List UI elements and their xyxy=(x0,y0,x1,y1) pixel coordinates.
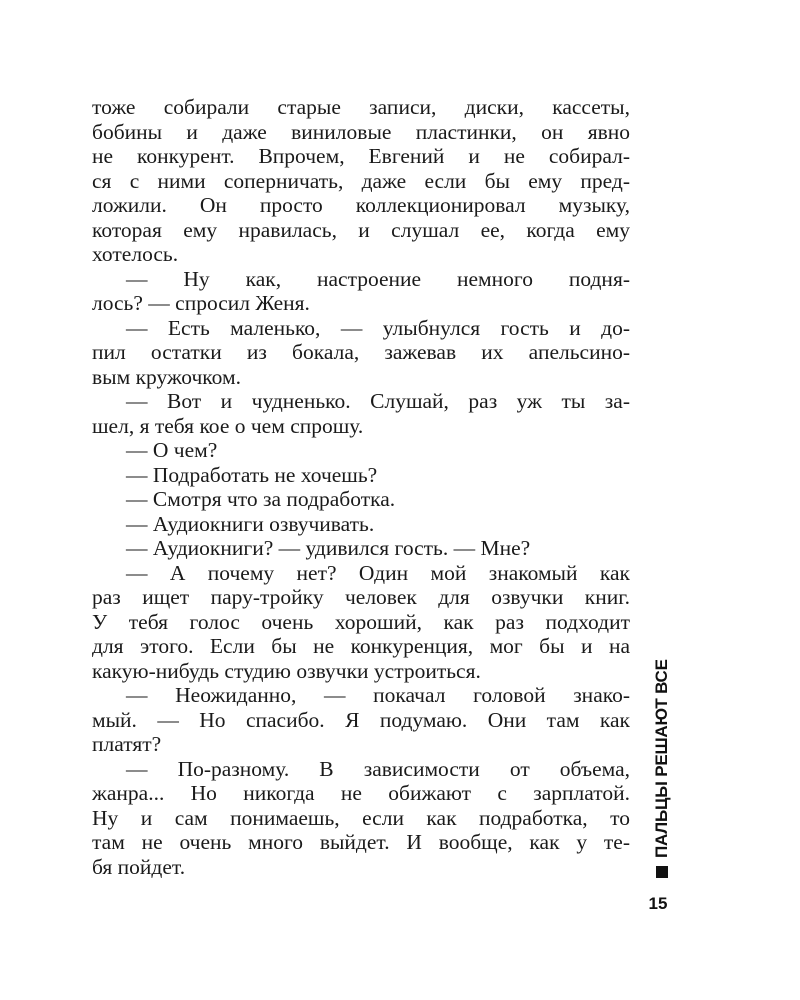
text-line: ложили. Он просто коллекционировал музыку, xyxy=(92,193,630,217)
text-line: — Неожиданно, — покачал головой знако- xyxy=(126,683,630,707)
text-line: бобины и даже виниловые пластинки, он явно xyxy=(92,119,630,144)
text-line: — О чем? xyxy=(126,438,218,462)
body-text xyxy=(92,95,630,879)
text-line: — Есть маленько, — улыбнулся гость и до- xyxy=(126,315,630,340)
text-line: Ну и сам понимаешь, если как подработка, то xyxy=(92,805,630,830)
square-bullet-icon xyxy=(656,866,668,878)
text-line: шел, я тебя кое о чем спрошу. xyxy=(92,413,364,438)
running-title-text: ПАЛЬЦЫ РЕШАЮТ ВСЕ xyxy=(652,659,671,858)
text-line: пил остатки из бокала, зажевав их апельсино- xyxy=(92,340,630,364)
running-title xyxy=(646,638,678,878)
text-line: — Смотря что за подработка. xyxy=(126,487,396,511)
text-line: не конкурент. Впрочем, Евгений и не собирал- xyxy=(92,144,630,168)
text-line: там не очень много выйдет. И вообще, как у те- xyxy=(92,830,630,854)
text-line: раз ищет пару-тройку человек для озвучки книг. xyxy=(92,585,630,609)
text-line: — Ну как, настроение немного подня- xyxy=(126,266,630,291)
text-line: какую-нибудь студию озвучки устроиться. xyxy=(92,658,481,683)
text-line: которая ему нравилась, и слушал ее, когда ему xyxy=(92,217,630,242)
text-line: для этого. Если бы не конкуренция, мог бы и на xyxy=(92,634,630,658)
text-line: — Аудиокниги озвучивать. xyxy=(126,511,375,536)
text-line: бя пойдет. xyxy=(92,854,186,879)
text-line: хотелось. xyxy=(92,242,179,266)
text-line: У тебя голос очень хороший, как раз подходит xyxy=(92,609,630,634)
text-line: платят? xyxy=(92,732,162,756)
text-line: — Подработать не хочешь? xyxy=(126,462,378,487)
text-line: — А почему нет? Один мой знакомый как xyxy=(126,560,630,585)
text-line: — По-разному. В зависимости от объема, xyxy=(126,756,630,781)
text-line: вым кружочком. xyxy=(92,364,241,389)
text-line: лось? — спросил Женя. xyxy=(92,291,310,315)
text-line: — Аудиокниги? — удивился гость. — Мне? xyxy=(126,536,531,560)
text-line: ся с ними соперничать, даже если бы ему пред- xyxy=(92,168,630,193)
page-number: 15 xyxy=(648,894,668,913)
text-line: — Вот и чудненько. Слушай, раз уж ты за- xyxy=(126,389,630,413)
text-line: жанра... Но никогда не обижают с зарплатой. xyxy=(92,781,630,805)
text-line: мый. — Но спасибо. Я подумаю. Они там как xyxy=(92,707,630,732)
text-line: тоже собирали старые записи, диски, кассеты, xyxy=(92,95,630,119)
